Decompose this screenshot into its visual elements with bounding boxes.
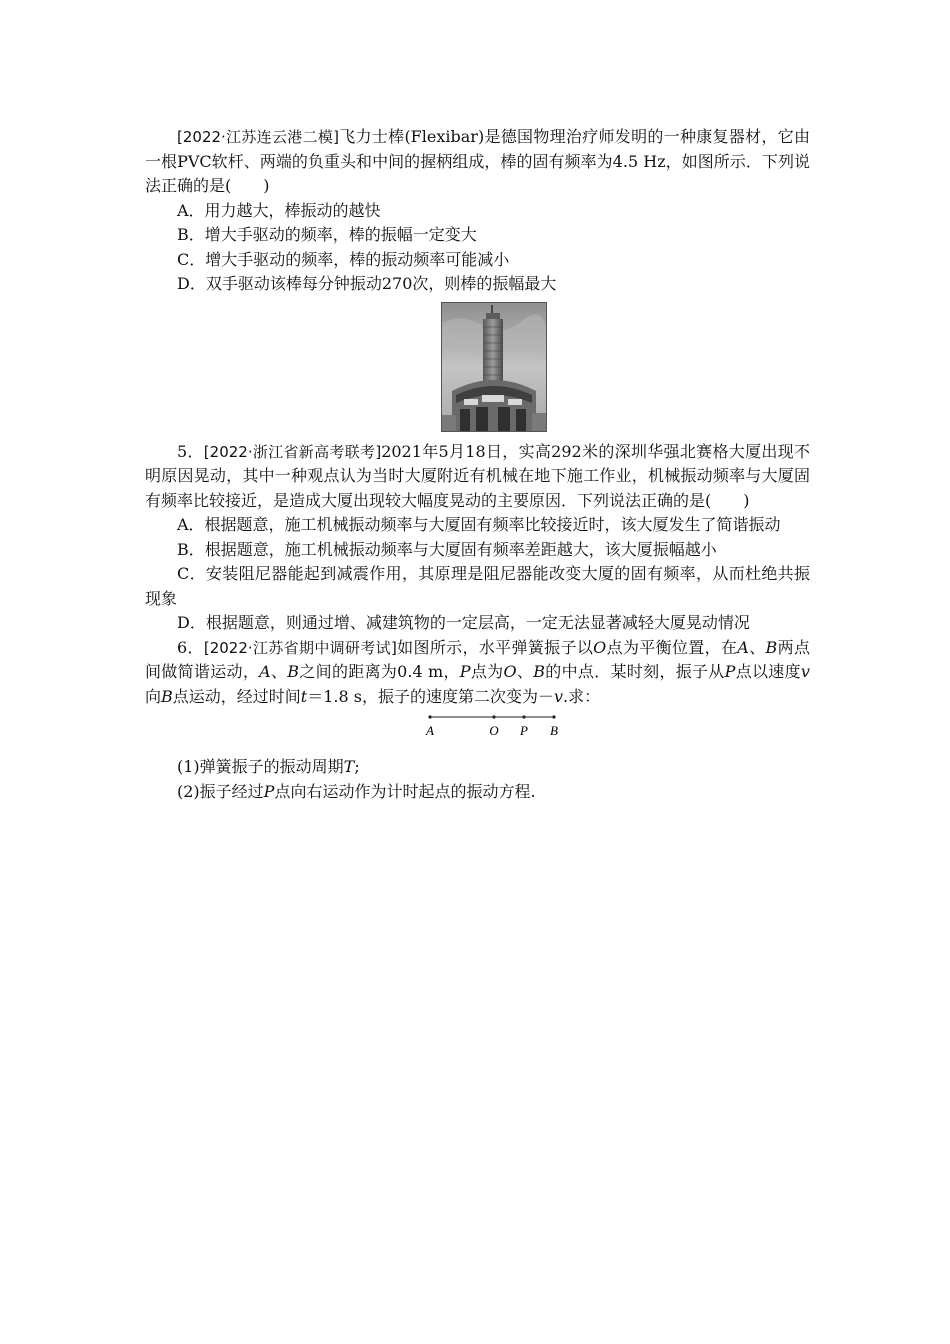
question-6-text: 点以速度 [735,662,801,681]
label-p: P [520,723,528,738]
var-b: B [765,637,778,657]
var-p: P [724,662,736,681]
spring-oscillator-diagram [425,711,575,741]
question-6-text: ＝1.8 s，振子的速度第二次变为－ [307,686,554,706]
var-p: P [263,781,275,801]
sub-2-text: (2)振子经过 [177,781,264,801]
question-4-option-b: B．增大手驱动的频率，棒的振幅一定变大 [177,225,477,244]
diagram-container [145,711,810,745]
question-6-text: 的中点．某时刻，振子从 [544,662,725,681]
var-b: B [287,662,300,681]
var-p: P [459,662,471,681]
sub-2-text: 点向右运动作为计时起点的振动方程. [274,781,536,801]
point-a [428,715,431,718]
question-6-text: .求： [563,686,601,706]
figure-container [145,302,810,430]
question-5-number: 5． [177,441,204,461]
question-6-text: 点为平衡位置，在 [606,637,738,657]
point-o [492,715,495,718]
question-4-option-d: D．双手驱动该棒每分钟振动270次，则棒的振幅最大 [177,274,557,293]
question-6-text: 之间的距离为0.4 m， [299,662,460,681]
label-o: O [489,723,499,738]
point-p [522,715,525,718]
var-o: O [593,637,607,657]
point-b [552,715,555,718]
flexibar-building-photo [441,302,547,432]
question-5-option-a: A．根据题意，施工机械振动频率与大厦固有频率比较接近时，该大厦发生了简谐振动 [177,515,781,534]
var-v: v [800,662,810,681]
question-6-text: 点运动，经过时间 [172,686,301,706]
var-t: t [300,686,308,706]
question-6-sub-2 [145,780,810,805]
question-6-text: 向 [145,686,162,706]
var-v: v [553,686,564,706]
question-6-source: [2022·江苏省期中调研考试] [203,638,397,657]
question-6-text: 点为 [470,662,504,681]
question-4-text: 飞力士棒(Flexibar)是德国物理治疗师发明的一种康复器材，它由一根PVC软杆、两端的负重头和中间的握柄组成，棒的固有频率为4.5 Hz，如图所示．下列说法正确的是( ) [145,127,810,195]
question-6 [145,636,810,805]
question-5-option-d: D．根据题意，则通过增、减建筑物的一定层高，一定无法显著减轻大厦晃动情况 [177,613,750,632]
worksheet-page [145,125,810,804]
separator: 、 [516,662,534,681]
separator: 、 [748,637,766,657]
label-b: B [550,723,558,738]
question-4-stem [145,125,810,199]
question-4-option-a: A．用力越大，棒振动的越快 [177,200,381,220]
question-5-text: 2021年5月18日，实高292米的深圳华强北赛格大厦出现不明原因晃动，其中一种观点认为当时大厦附近有机械在地下施工作业，机械振动频率与大厦固有频率比较接近，是造成大厦出现较大幅度晃动的主要原因．下列说法正确的是( ) [145,441,810,510]
question-6-sub-1 [145,755,810,780]
question-4-source: [2022·江苏连云港二模] [177,128,339,146]
question-5-option-c: C．安装阻尼器能起到减震作用，其原理是阻尼器能改变大厦的固有频率，从而杜绝共振现象 [145,564,810,608]
question-5 [145,440,810,636]
sub-1-text: (1)弹簧振子的振动周期 [177,757,344,776]
question-6-text: 两点间做简谐运动， [145,637,810,681]
var-a: A [737,637,749,657]
question-4 [145,125,810,297]
question-6-stem [145,636,810,710]
question-4-option-c: C．增大手驱动的频率，棒的振动频率可能减小 [177,249,510,269]
var-b: B [161,686,173,706]
question-5-source: [2022·浙江省新高考联考] [203,442,382,461]
sub-1-punct: ; [354,757,360,776]
question-5-stem [145,440,810,514]
question-6-number: 6． [177,637,204,657]
question-5-option-b: B．根据题意，施工机械振动频率与大厦固有频率差距越大，该大厦振幅越小 [177,539,717,559]
var-t-period: T [343,757,355,776]
var-a: A [259,662,271,681]
separator: 、 [270,662,288,681]
var-o: O [503,662,517,681]
var-b: B [533,662,545,681]
question-6-text: 如图所示，水平弹簧振子以 [396,637,594,657]
label-a: A [426,723,434,738]
